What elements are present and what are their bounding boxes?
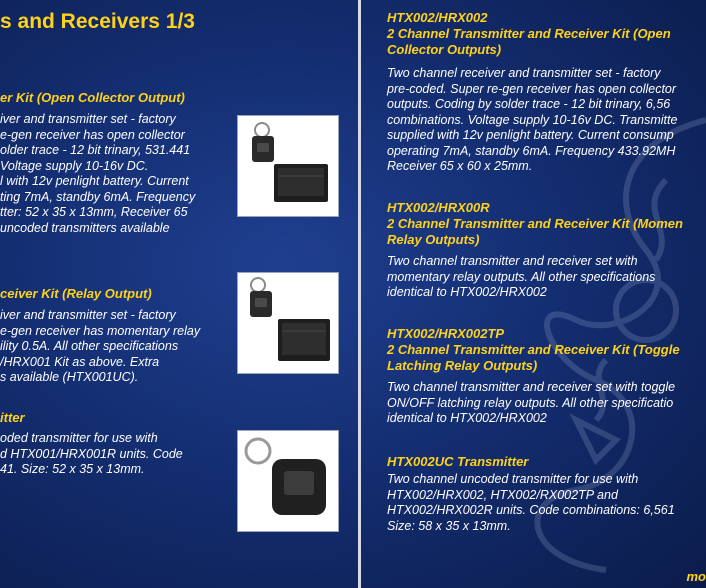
- product-desc-line: identical to HTX002/HRX002: [387, 411, 547, 425]
- product-desc-line: outputs. Coding by solder trace - 12 bit trinary, 6,56: [387, 97, 671, 111]
- product-desc-line: HTX002/HRX002, HTX002/RX002TP and: [387, 487, 618, 502]
- product-heading: Collector Outputs): [387, 42, 502, 57]
- product-desc-line: uncoded transmitters available: [0, 220, 170, 235]
- product-code: HTX002/HRX002TP: [387, 326, 505, 341]
- product-heading: Relay Outputs): [387, 232, 480, 247]
- product-desc-line: /HRX001 Kit as above. Extra: [0, 354, 160, 369]
- product-desc-line: Two channel receiver and transmitter set - factory: [387, 66, 661, 80]
- product-desc-line: pre-coded. Super re-gen receiver has open collector: [387, 81, 677, 96]
- keyfob-and-receiver-photo: [237, 115, 339, 217]
- product-desc-line: combinations. Voltage supply 10-16v DC. Transmitte: [387, 112, 678, 127]
- product-desc-line: identical to HTX002/HRX002: [387, 285, 547, 299]
- product-desc-line: ON/OFF latching relay outputs. All other specificatio: [387, 395, 674, 410]
- product-desc-line: Two channel transmitter and receiver set with toggle: [387, 380, 676, 394]
- product-desc-line: operating 7mA, standby 6mA. Frequency 433.92MH: [387, 143, 676, 158]
- product-heading: 2 Channel Transmitter and Receiver Kit (Momen: [387, 216, 683, 231]
- product-desc-line: s available (HTX001UC).: [0, 370, 139, 384]
- product-heading: HTX002UC Transmitter: [387, 454, 529, 469]
- product-heading: Latching Relay Outputs): [387, 358, 538, 373]
- product-desc-line: Receiver 65 x 60 x 25mm.: [387, 159, 533, 173]
- product-desc-line: supplied with 12v penlight battery. Current consump: [387, 128, 674, 142]
- product-heading: itter: [0, 410, 25, 425]
- product-desc-line: Two channel transmitter and receiver set with: [387, 254, 638, 268]
- product-desc-line: oded transmitter for use with: [0, 431, 158, 445]
- product-desc-line: ting 7mA, standby 6mA. Frequency: [0, 189, 196, 204]
- product-desc-line: HTX002/HRX002R units. Code combinations: 6,561: [387, 503, 675, 517]
- product-desc-line: ility 0.5A. All other specifications: [0, 339, 179, 353]
- product-desc-line: iver and transmitter set - factory: [0, 308, 176, 322]
- page-title: s and Receivers 1/3: [0, 10, 195, 33]
- footer-text: mo: [686, 569, 706, 584]
- product-heading: er Kit (Open Collector Output): [0, 90, 185, 105]
- product-code: HTX002/HRX002: [387, 10, 488, 25]
- product-desc-line: Size: 58 x 35 x 13mm.: [387, 518, 511, 533]
- product-desc-line: Two channel uncoded transmitter for use with: [387, 472, 639, 486]
- keyfob-and-relay-receiver-photo: [237, 272, 339, 374]
- product-desc-line: tter: 52 x 35 x 13mm, Receiver 65: [0, 205, 188, 219]
- product-code: HTX002/HRX00R: [387, 200, 490, 215]
- product-desc-line: 41. Size: 52 x 35 x 13mm.: [0, 462, 145, 476]
- product-heading: 2 Channel Transmitter and Receiver Kit (Toggle: [387, 342, 680, 357]
- product-desc-line: older trace - 12 bit trinary, 531.441: [0, 143, 191, 157]
- product-desc-line: Voltage supply 10-16v DC.: [0, 158, 149, 173]
- product-desc-line: d HTX001/HRX001R units. Code: [0, 446, 183, 461]
- product-desc-line: momentary relay outputs. All other specifications: [387, 269, 656, 284]
- product-heading: ceiver Kit (Relay Output): [0, 286, 152, 301]
- column-divider: [358, 0, 361, 588]
- product-desc-line: iver and transmitter set - factory: [0, 112, 176, 126]
- product-desc-line: e-gen receiver has open collector: [0, 127, 185, 142]
- product-desc-line: e-gen receiver has momentary relay: [0, 323, 201, 338]
- keyfob-transmitter-photo: [237, 430, 339, 532]
- product-desc-line: l with 12v penlight battery. Current: [0, 174, 189, 188]
- product-heading: 2 Channel Transmitter and Receiver Kit (Open: [387, 26, 671, 41]
